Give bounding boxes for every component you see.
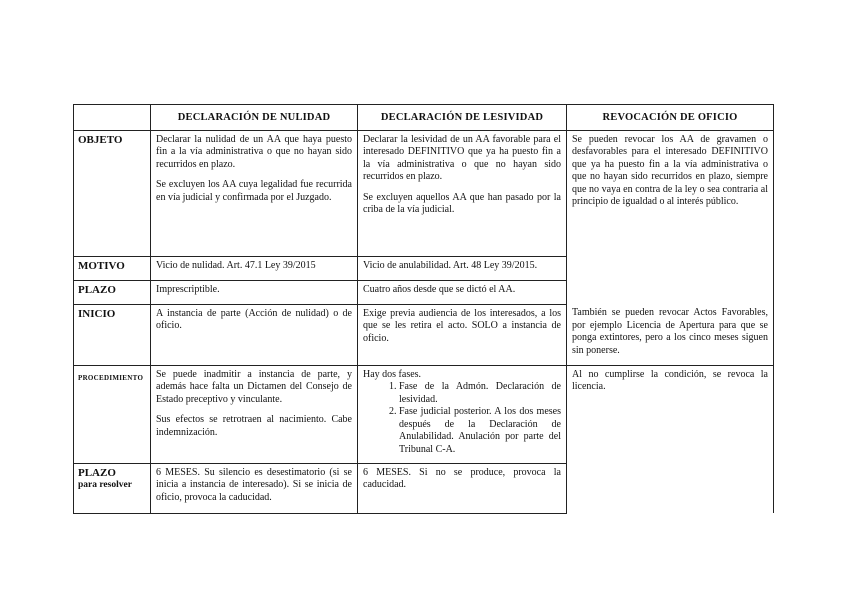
row-procedimiento [74, 365, 774, 463]
row-label-inicio: INICIO [74, 304, 151, 365]
row-label-plazo-resolver [74, 463, 151, 513]
cell-inicio-revocacion: También se pueden revocar Actos Favorables, por ejemplo Licencia de Apertura para que se ponga extintores, pero a los cinco meses siguen sin ponerse. [567, 304, 774, 365]
plazo-resolver-label-line2: para resolver [78, 480, 132, 490]
row-label-procedimiento: PROCEDIMIENTO [74, 365, 151, 463]
cell-plazo-nulidad: Imprescriptible. [151, 280, 358, 304]
cell-procedimiento-lesividad [358, 365, 567, 463]
cell-procedimiento-revocacion: Al no cumplirse la condición, se revoca la licencia. [567, 365, 774, 513]
cell-motivo-lesividad: Vicio de anulabilidad. Art. 48 Ley 39/2015. [358, 256, 567, 280]
header-revocacion: REVOCACIÓN DE OFICIO [567, 105, 774, 131]
procedimiento-nulidad-p1: Se puede inadmitir a instancia de parte, y además hace falta un Dictamen del Consejo de Estado preceptivo y vinculante. [156, 368, 352, 405]
cell-inicio-nulidad: A instancia de parte (Acción de nulidad) o de oficio. [151, 304, 358, 365]
cell-plazo-resolver-lesividad: 6 MESES. Si no se produce, provoca la caducidad. [358, 463, 567, 513]
row-label-motivo: MOTIVO [74, 256, 151, 280]
header-blank [74, 105, 151, 131]
procedimiento-nulidad-p2: Sus efectos se retrotraen al nacimiento. Cabe indemnización. [156, 414, 352, 438]
header-row [74, 105, 774, 131]
list-item: 2. Fase judicial posterior. A los dos meses después de la Declaración de Anulabilidad. Anulación por parte del Tribunal C-A. [399, 406, 561, 456]
list-item: 1. Fase de la Admón. Declaración de lesividad. [399, 381, 561, 406]
header-lesividad: DECLARACIÓN DE LESIVIDAD [358, 105, 567, 131]
cell-plazo-lesividad: Cuatro años desde que se dictó el AA. [358, 280, 567, 304]
cell-plazo-resolver-nulidad: 6 MESES. Su silencio es desestimatorio (si se inicia a instancia de interesado). Si se inicia de oficio, provoca la caducidad. [151, 463, 358, 513]
row-objeto [74, 130, 774, 256]
objeto-nulidad-p2: Se excluyen los AA cuya legalidad fue recurrida en vía judicial y confirmada por el Juzgado. [156, 179, 352, 203]
cell-procedimiento-nulidad [151, 365, 358, 463]
comparison-table [73, 104, 774, 514]
objeto-lesividad-p2: Se excluyen aquellos AA que han pasado por la criba de la vía judicial. [363, 191, 561, 215]
objeto-nulidad-p1: Declarar la nulidad de un AA que haya puesto fin a la vía administrativa o que no hayan sido recurridos en plazo. [156, 133, 352, 170]
cell-objeto-revocacion: Se pueden revocar los AA de gravamen o desfavorables para el interesado DEFINITIVO que ya ha puesto fin a la vía administrativa o que no hayan sido recurridos en plazo, siempre que no vaya en contra de la ley o sea contraria al principio de igualdad o al interés público. [567, 130, 774, 304]
cell-motivo-nulidad: Vicio de nulidad. Art. 47.1 Ley 39/2015 [151, 256, 358, 280]
cell-inicio-lesividad: Exige previa audiencia de los interesados, a los que se les retira el acto. SOLO a instancia de oficio. [358, 304, 567, 365]
row-label-plazo: PLAZO [74, 280, 151, 304]
header-nulidad: DECLARACIÓN DE NULIDAD [151, 105, 358, 131]
procedimiento-lesividad-list [363, 381, 561, 456]
cell-objeto-nulidad [151, 130, 358, 256]
plazo-resolver-label-line1: PLAZO [78, 466, 116, 479]
objeto-lesividad-p1: Declarar la lesividad de un AA favorable para el interesado DEFINITIVO que ya ha puesto fin a la vía administrativa o que no hayan sido recurridos en plazo. [363, 133, 561, 182]
procedimiento-lesividad-intro: Hay dos fases. [363, 368, 422, 380]
row-inicio [74, 304, 774, 365]
row-label-objeto: OBJETO [74, 130, 151, 256]
cell-objeto-lesividad [358, 130, 567, 256]
